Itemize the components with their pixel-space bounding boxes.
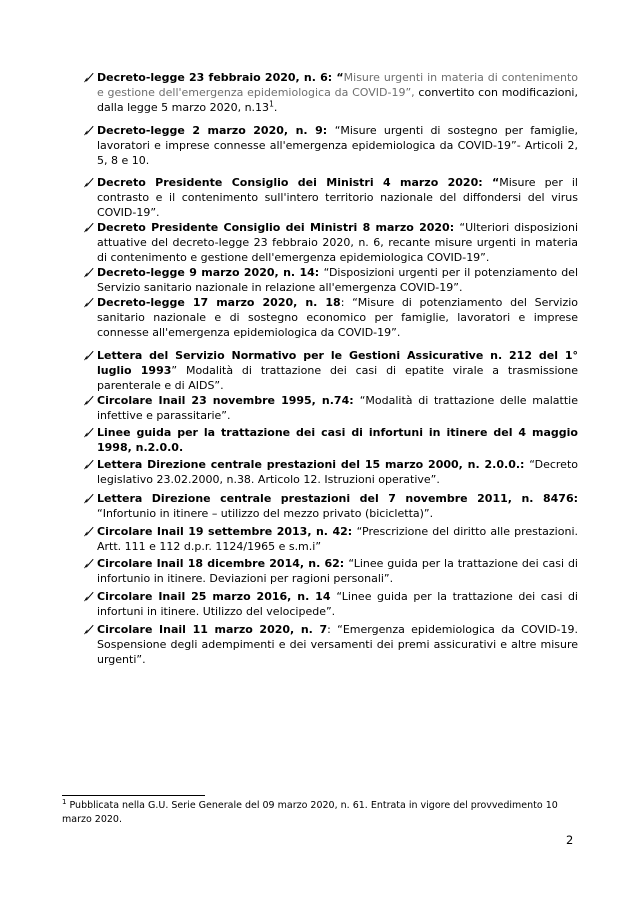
- text-run: : “Misure di potenziamento del Servizio sanitario nazionale e di sostegno economico per famiglie, lavoratori e imprese connesse all'emergenza epidemiologica da COVID-19”.: [97, 296, 579, 339]
- list-item: [84, 491, 578, 521]
- list-item: [84, 425, 578, 455]
- text-run: ” Modalità di trattazione dei casi di epatite virale a trasmissione parenterale e di AIDS”.: [97, 364, 578, 392]
- item-text: [97, 175, 578, 220]
- page-number: 2: [566, 833, 574, 847]
- text-run: Decreto-legge 9 marzo 2020, n. 14:: [97, 266, 324, 279]
- list-item: [84, 265, 578, 295]
- list-item: [84, 622, 578, 667]
- item-text: [97, 524, 578, 554]
- text-run: Decreto-legge 17 marzo 2020, n. 18: [97, 296, 341, 309]
- list-item: [84, 70, 578, 115]
- item-text: [97, 622, 578, 667]
- pencil-bullet-icon: [84, 295, 97, 308]
- text-run: Misure urgenti in materia di contenimento e gestione dell'emergenza epidemiologica da COVID-19”,: [97, 71, 579, 99]
- item-text: [97, 220, 578, 265]
- pencil-bullet-icon: [84, 425, 97, 438]
- text-run: “Ulteriori disposizioni attuative del decreto-legge 23 febbraio 2020, n. 6, recante misure urgenti in materia di contenimento e gestione dell'emergenza epidemiologica COVID-19”.: [97, 221, 578, 264]
- list-item: [84, 220, 578, 265]
- text-run: Linee guida per la trattazione dei casi di infortuni in itinere del 4 maggio 1998, n.2.0.0.: [97, 426, 578, 454]
- footnote: [62, 799, 576, 827]
- item-text: [97, 265, 578, 295]
- text-run: “Modalità di trattazione delle malattie infettive e parassitarie”.: [97, 394, 578, 422]
- text-run: “Prescrizione del diritto alle prestazioni. Artt. 111 e 112 d.p.r. 1124/1965 e s.m.i”: [97, 525, 578, 553]
- text-run: Circolare Inail 25 marzo 2016, n. 14: [97, 590, 337, 603]
- decree-list: [84, 70, 578, 667]
- list-item: [84, 348, 578, 393]
- text-run: “Linee guida per la trattazione dei casi di infortuni in itinere. Utilizzo del velocipede”.: [97, 590, 578, 618]
- pencil-bullet-icon: [84, 556, 97, 569]
- list-item: [84, 175, 578, 220]
- list-item: [84, 393, 578, 423]
- list-item: [84, 457, 578, 487]
- pencil-bullet-icon: [84, 175, 97, 188]
- pencil-bullet-icon: [84, 622, 97, 635]
- pencil-bullet-icon: [84, 491, 97, 504]
- text-run: “Decreto legislativo 23.02.2000, n.38. Articolo 12. Istruzioni operative”.: [97, 458, 578, 486]
- pencil-bullet-icon: [84, 70, 97, 83]
- pencil-bullet-icon: [84, 457, 97, 470]
- text-run: Lettera del Servizio Normativo per le Gestioni Assicurative n. 212 del 1° luglio 1993: [97, 349, 578, 377]
- text-run: Decreto-legge 23 febbraio 2020, n. 6: “: [97, 71, 344, 84]
- pencil-bullet-icon: [84, 524, 97, 537]
- item-text: [97, 295, 578, 340]
- text-run: Decreto Presidente Consiglio dei Ministri 4 marzo 2020: “: [97, 176, 500, 189]
- text-run: Circolare Inail 19 settembre 2013, n. 42:: [97, 525, 357, 538]
- item-text: [97, 348, 578, 393]
- text-run: “Disposizioni urgenti per il potenziamento del Servizio sanitario nazionale in relazione all'emergenza COVID-19”.: [97, 266, 578, 294]
- item-text: [97, 425, 578, 455]
- text-run: Lettera Direzione centrale prestazioni del 15 marzo 2000, n. 2.0.0.:: [97, 458, 530, 471]
- item-text: [97, 457, 578, 487]
- text-run: Circolare Inail 23 novembre 1995, n.74:: [97, 394, 360, 407]
- item-text: [97, 491, 578, 521]
- footnote-separator: [62, 795, 205, 796]
- item-text: [97, 556, 578, 586]
- pencil-bullet-icon: [84, 348, 97, 361]
- text-run: “Infortunio in itinere – utilizzo del mezzo privato (bicicletta)”.: [97, 507, 434, 520]
- item-text: [97, 70, 578, 115]
- pencil-bullet-icon: [84, 393, 97, 406]
- list-item: [84, 123, 578, 168]
- pencil-bullet-icon: [84, 589, 97, 602]
- item-text: [97, 393, 578, 423]
- text-run: convertito con modificazioni, dalla legge 5 marzo 2020, n.13: [97, 86, 578, 114]
- pencil-bullet-icon: [84, 123, 97, 136]
- text-run: “Linee guida per la trattazione dei casi di infortunio in itinere. Deviazioni per ragioni personali”.: [97, 557, 578, 585]
- item-text: [97, 589, 578, 619]
- footnote-marker: 1: [62, 797, 67, 806]
- text-run: Decreto Presidente Consiglio dei Ministri 8 marzo 2020:: [97, 221, 460, 234]
- pencil-bullet-icon: [84, 265, 97, 278]
- footnote-text: Pubblicata nella G.U. Serie Generale del 09 marzo 2020, n. 61. Entrata in vigore del provvedimento 10 marzo 2020.: [62, 800, 558, 825]
- text-run: “Misure urgenti di sostegno per famiglie, lavoratori e imprese connesse all'emergenza epidemiologica da COVID-19”- Articoli 2, 5, 8 e 10.: [97, 124, 578, 167]
- text-run: Lettera Direzione centrale prestazioni del 7 novembre 2011, n. 8476:: [97, 492, 578, 505]
- text-run: Circolare Inail 18 dicembre 2014, n. 62:: [97, 557, 349, 570]
- list-item: [84, 295, 578, 340]
- text-run: .: [273, 101, 278, 114]
- list-item: [84, 589, 578, 619]
- text-run: : “Emergenza epidemiologica da COVID-19. Sospensione degli adempimenti e dei versamenti dei premi assicurativi e altre misure urgenti”.: [97, 623, 579, 666]
- text-run: Circolare Inail 11 marzo 2020, n. 7: [97, 623, 328, 636]
- text-run: Misure per il contrasto e il contenimento sull'intero territorio nazionale del diffondersi del virus COVID-19”.: [97, 176, 578, 219]
- list-item: [84, 524, 578, 554]
- pencil-bullet-icon: [84, 220, 97, 233]
- list-item: [84, 556, 578, 586]
- footnote-reference: 1: [269, 99, 274, 109]
- item-text: [97, 123, 578, 168]
- text-run: Decreto-legge 2 marzo 2020, n. 9:: [97, 124, 335, 137]
